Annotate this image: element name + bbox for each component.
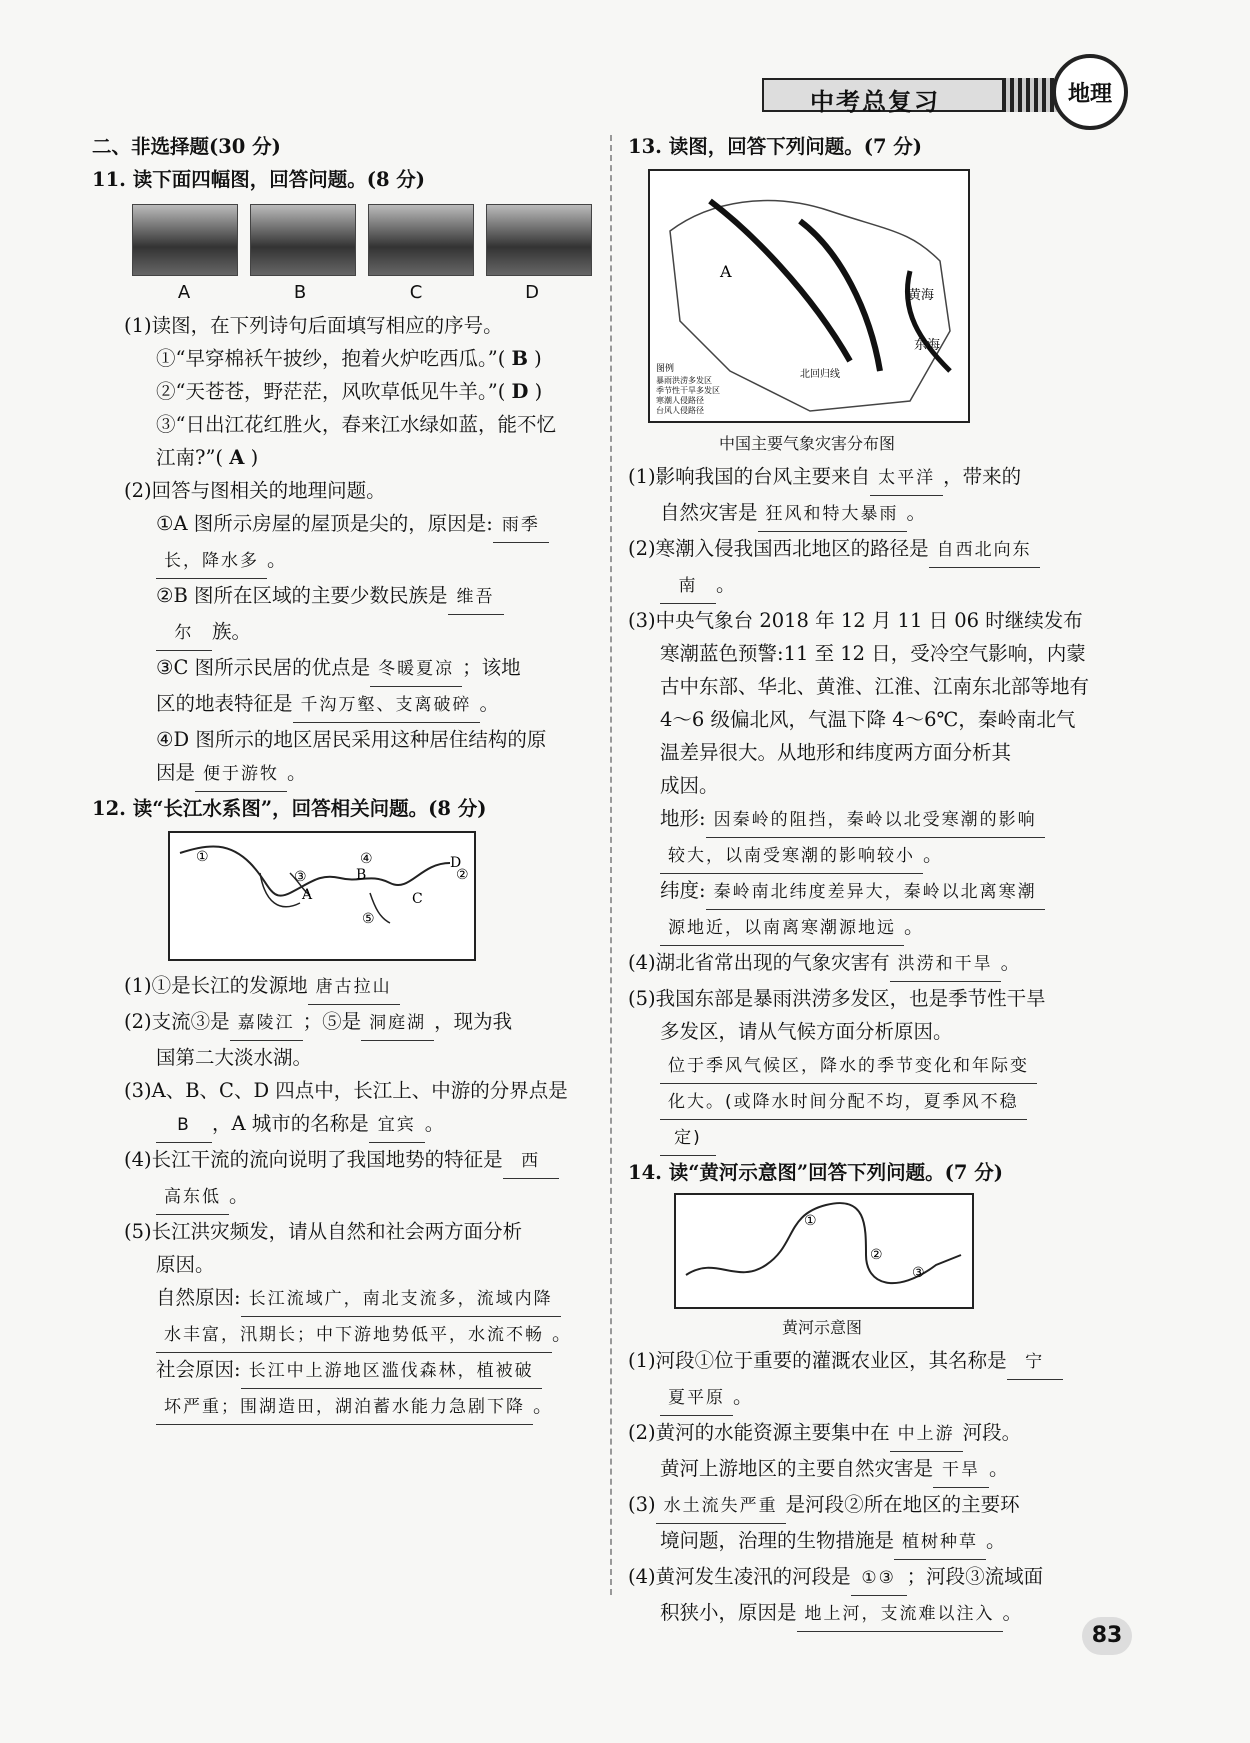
text: 黄河上游地区的主要自然灾害是 (660, 1457, 934, 1480)
q14-c4 (628, 1560, 1133, 1596)
answer: 位于季风气候区，降水的季节变化和年际变 (660, 1050, 1037, 1084)
text: (2)黄河的水能资源主要集中在 (628, 1421, 890, 1444)
q12-a3b: B ，A 城市的名称是 宜宾 。 (92, 1107, 597, 1143)
answer: 洪涝和干旱 (890, 948, 1001, 982)
column-divider (610, 135, 612, 1595)
answer: 较大，以南受寒潮的影响较小 (660, 840, 923, 874)
legend-item: 台风人侵路径 (656, 406, 704, 415)
q14-c2 (628, 1416, 1133, 1452)
map-label: ⑤ (362, 911, 375, 927)
weather-map (648, 169, 970, 423)
q13-b3c: 古中东部、华北、黄淮、江淮、江南东北部等地有 (660, 675, 1090, 698)
q14-c2c: 黄河上游地区的主要自然灾害是 干旱 。 (628, 1452, 1133, 1488)
q14-c1b: 夏平原 。 (628, 1380, 1133, 1416)
map-label: ① (804, 1213, 817, 1229)
text: (1)影响我国的台风主要来自 (628, 465, 871, 488)
text: ；⑤是 (302, 1010, 362, 1033)
q13-title: 13. 读图，回答下列问题。(7 分) (628, 135, 923, 158)
photo-label: A (177, 282, 191, 303)
text: ，A 城市的名称是 (212, 1112, 369, 1135)
q13-b5-ans1 (628, 1048, 1133, 1084)
answer: 高东低 (156, 1181, 229, 1215)
weather-map-svg (650, 171, 964, 417)
q12-nat1 (92, 1281, 597, 1317)
page-header (762, 72, 1122, 122)
q13-lat1 (628, 874, 1133, 910)
q13-terrain2: 较大，以南受寒潮的影响较小 。 (628, 838, 1133, 874)
answer: A (229, 446, 245, 469)
cold-wave-path (710, 201, 850, 361)
q14-title: 14. 读“黄河示意图”回答下列问题。(7 分) (628, 1161, 1003, 1184)
answer: 雨季 (493, 509, 549, 543)
q12-a2 (92, 1005, 597, 1041)
legend-item: 寒潮人侵路径 (656, 396, 704, 405)
answer: 南 (660, 570, 716, 604)
text: 纬度: (660, 879, 706, 902)
photo-labels (132, 276, 597, 309)
yangtze-river (180, 846, 450, 895)
q11-s1: ①“早穿棉袄午披纱，抱着火炉吃西瓜。”( B ) (156, 347, 542, 370)
map-label: C (412, 891, 423, 907)
q14-c3 (628, 1488, 1133, 1524)
q11-r2 (92, 579, 597, 615)
answer: 定) (660, 1122, 716, 1156)
q13-b5a: (5)我国东部是暴雨洪涝多发区，也是季节性干旱 (628, 987, 1046, 1010)
q13-terrain1 (628, 802, 1133, 838)
map-label: ④ (360, 851, 373, 867)
answer: 中上游 (890, 1418, 963, 1452)
answer: 宜宾 (369, 1109, 425, 1143)
q12-nat2: 水丰富，汛期长；中下游地势低平，水流不畅 。 (92, 1317, 597, 1353)
map-label: 东海 (914, 338, 941, 353)
map-label: 北回归线 (800, 369, 840, 380)
text: 自然灾害是 (660, 501, 758, 524)
q12-a5: (5)长江洪灾频发，请从自然和社会两方面分析 (124, 1220, 523, 1243)
q11-p2: (2)回答与图相关的地理问题。 (124, 479, 386, 502)
answer: 太平洋 (870, 462, 943, 496)
answer: 自西北向东 (929, 534, 1040, 568)
q13-b5b: 多发区，请从气候方面分析原因。 (660, 1020, 953, 1043)
answer: 地上河，支流难以注入 (797, 1598, 1003, 1632)
text: ；河段③流域面 (906, 1565, 1044, 1588)
q14-map-caption: 黄河示意图 (781, 1318, 862, 1337)
q13-b2b: 南 。 (628, 568, 1133, 604)
answer: 夏平原 (660, 1382, 733, 1416)
answer: 宁 (1007, 1346, 1063, 1380)
answer: 千沟万壑、支离破碎 (293, 689, 480, 723)
q13-b3f: 成因。 (660, 774, 719, 797)
text: 是河段②所在地区的主要环 (785, 1493, 1020, 1516)
answer: 冬暖夏凉 (370, 653, 462, 687)
photo-d (486, 204, 592, 276)
photo-c (368, 204, 474, 276)
q12-a2d: 国第二大淡水湖。 (156, 1046, 313, 1069)
text: ；该地 (462, 656, 521, 679)
text: (1)河段①位于重要的灌溉农业区，其名称是 (628, 1349, 1007, 1372)
answer: 洞庭湖 (361, 1007, 434, 1041)
text: (1)①是长江的发源地 (124, 974, 308, 997)
text: ①“早穿棉袄午披纱，抱着火炉吃西瓜。”( (156, 347, 506, 370)
text: (3) (628, 1493, 656, 1516)
legend-title: 图例 (656, 364, 675, 374)
q12-soc1 (92, 1353, 597, 1389)
answer: 嘉陵江 (230, 1007, 303, 1041)
text: 江南?”( (156, 446, 224, 469)
text: ，带来的 (943, 465, 1022, 488)
answer: B (156, 1109, 212, 1143)
q11-r4b: 因是 便于游牧 。 (92, 756, 597, 792)
yangtze-map-svg (170, 833, 470, 955)
q13-b4: (4)湖北省常出现的气象灾害有 洪涝和干旱 。 (628, 946, 1133, 982)
map-label: ③ (294, 869, 307, 885)
q12-a3: (3)A、B、C、D 四点中，长江上、中游的分界点是 (124, 1079, 568, 1102)
answer: 长，降水多 (156, 545, 267, 579)
text: ①A 图所示房屋的屋顶是尖的，原因是: (156, 512, 493, 535)
text: (4)湖北省常出现的气象灾害有 (628, 951, 890, 974)
q12-a4b: 高东低 。 (92, 1179, 597, 1215)
answer: 便于游牧 (195, 758, 287, 792)
answer: 狂风和特大暴雨 (758, 498, 907, 532)
photo-a (132, 204, 238, 276)
q11-r4a: ④D 图所示的地区居民采用这种居住结构的原 (156, 728, 547, 751)
answer: ①③ (851, 1562, 907, 1596)
q13-b3b: 寒潮蓝色预警:11 至 12 日，受冷空气影响，内蒙 (660, 642, 1086, 665)
text: (4)黄河发生凌汛的河段是 (628, 1565, 851, 1588)
text: 因是 (156, 761, 196, 784)
header-title: 中考总复习 (810, 88, 940, 116)
text: ②B 图所在区域的主要少数民族是 (156, 584, 448, 607)
answer: 坏严重；围湖造田，湖泊蓄水能力急剧下降 (156, 1391, 533, 1425)
map-label: ② (870, 1247, 883, 1263)
yangtze-map (168, 831, 476, 961)
answer: 长江中上游地区滥伐森林，植被破 (241, 1355, 542, 1389)
photo-label: D (525, 282, 539, 303)
right-column (628, 130, 1133, 1632)
map-label: ① (196, 849, 209, 865)
answer: 水土流失严重 (656, 1490, 786, 1524)
text: 区的地表特征是 (156, 692, 293, 715)
left-column (92, 130, 597, 1425)
page-number: 83 (1082, 1617, 1132, 1655)
map-label: D (450, 855, 462, 871)
q13-b2 (628, 532, 1133, 568)
q13-b1 (628, 460, 1133, 496)
q11-p1: (1)读图，在下列诗句后面填写相应的序号。 (124, 314, 503, 337)
q11-r1 (92, 507, 597, 543)
answer: 化大。(或降水时间分配不均，夏季风不稳 (660, 1086, 1027, 1120)
q13-b3e: 温差异很大。从地形和纬度两方面分析其 (660, 741, 1012, 764)
q11-photos (132, 204, 597, 276)
q14-c3c: 境问题，治理的生物措施是 植树种草 。 (628, 1524, 1133, 1560)
map-label: A (720, 262, 732, 281)
text: 社会原因: (156, 1358, 241, 1381)
answer: 植树种草 (894, 1526, 986, 1560)
map-label: A (302, 887, 313, 903)
q12-a5b: 原因。 (156, 1253, 215, 1276)
legend-item: 暴雨洪涝多发区 (656, 376, 712, 385)
q13-b5-ans2 (628, 1084, 1133, 1120)
photo-label: C (409, 282, 423, 303)
map-label: ③ (912, 1265, 925, 1281)
answer: 水丰富，汛期长；中下游地势低平，水流不畅 (156, 1319, 552, 1353)
photo-b (250, 204, 356, 276)
answer: 因秦岭的阻挡，秦岭以北受寒潮的影响 (706, 804, 1045, 838)
answer: 长江流域广，南北支流多，流域内降 (241, 1283, 561, 1317)
q11-r1b: 长，降水多 。 (92, 543, 597, 579)
q11-r3 (92, 651, 597, 687)
answer: 维吾 (448, 581, 504, 615)
text: ，现为我 (434, 1010, 513, 1033)
subject-badge: 地理 (1052, 54, 1128, 130)
answer: 尔 (156, 617, 212, 651)
q11-title: 11. 读下面四幅图，回答问题。(8 分) (92, 168, 426, 191)
map-label: ② (456, 867, 469, 883)
answer: 干旱 (933, 1454, 989, 1488)
section-title: 二、非选择题(30 分) (92, 135, 281, 158)
map-label: 黄海 (908, 288, 935, 303)
answer: B (511, 347, 528, 370)
q11-s3a: ③“日出江花红胜火，春来江水绿如蓝，能不忆 (156, 413, 556, 436)
text: (2)寒潮入侵我国西北地区的路径是 (628, 537, 929, 560)
q11-r2b (92, 615, 597, 651)
q14-c4c: 积狭小，原因是 地上河，支流难以注入 。 (628, 1596, 1133, 1632)
text: ③C 图所示民居的优点是 (156, 656, 371, 679)
text: 河段。 (962, 1421, 1022, 1444)
q12-title: 12. 读“长江水系图”，回答相关问题。(8 分) (92, 797, 487, 820)
text: 族。 (212, 620, 252, 643)
text: 自然原因: (156, 1286, 241, 1309)
answer: 唐古拉山 (308, 971, 400, 1005)
q13-b3d: 4～6 级偏北风，气温下降 4～6℃，秦岭南北气 (660, 708, 1076, 731)
q13-b5-ans3 (628, 1120, 1133, 1156)
text: 地形: (660, 807, 706, 830)
text: ②“天苍苍，野茫茫，风吹草低见牛羊。”( (156, 380, 506, 403)
photo-label: B (293, 282, 307, 303)
q12-a4 (92, 1143, 597, 1179)
answer: 西 (503, 1145, 559, 1179)
q11-r3c: 区的地表特征是 千沟万壑、支离破碎 。 (92, 687, 597, 723)
yellow-river-map (674, 1193, 974, 1309)
text: 境问题，治理的生物措施是 (660, 1529, 895, 1552)
legend-item: 季节性干旱多发区 (656, 386, 720, 395)
q14-c1 (628, 1344, 1133, 1380)
q12-a1 (92, 969, 597, 1005)
q12-soc2: 坏严重；围湖造田，湖泊蓄水能力急剧下降 。 (92, 1389, 597, 1425)
text: (4)长江干流的流向说明了我国地势的特征是 (124, 1148, 503, 1171)
answer: 源地近，以南离寒潮源地远 (660, 912, 904, 946)
q13-b3a: (3)中央气象台 2018 年 12 月 11 日 06 时继续发布 (628, 609, 1083, 632)
text: (2)支流③是 (124, 1010, 230, 1033)
q11-s3b: 江南?”( A ) (156, 446, 259, 469)
q13-map-caption: 中国主要气象灾害分布图 (718, 434, 895, 453)
q11-s2: ②“天苍苍，野茫茫，风吹草低见牛羊。”( D ) (156, 380, 543, 403)
map-label: B (356, 867, 367, 883)
answer: D (511, 380, 529, 403)
q13-lat2: 源地近，以南离寒潮源地远 。 (628, 910, 1133, 946)
text: 积狭小，原因是 (660, 1601, 797, 1624)
yellow-river-map-svg (676, 1195, 968, 1303)
answer: 秦岭南北纬度差异大，秦岭以北离寒潮 (706, 876, 1045, 910)
q13-b1c: 自然灾害是 狂风和特大暴雨 。 (628, 496, 1133, 532)
